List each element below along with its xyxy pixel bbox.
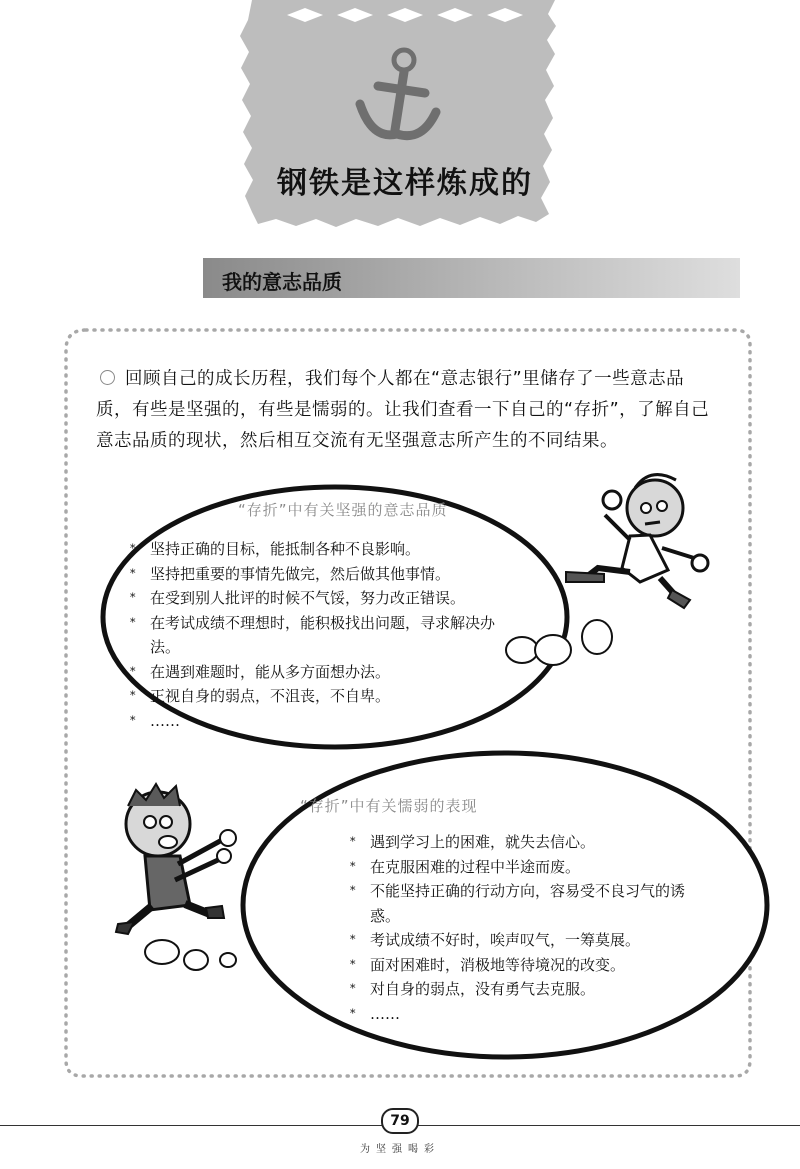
scared-boy-illustration xyxy=(116,784,236,934)
chapter-title: 钢铁是这样炼成的 xyxy=(277,166,533,201)
list-item: * 遇到学习上的困难，就失去信心。 xyxy=(350,830,690,855)
list-item: * 在考试成绩不理想时，能积极找出问题，寻求解决办法。 xyxy=(130,611,510,660)
weak-behaviors-list xyxy=(350,830,690,1026)
list-item: * …… xyxy=(130,709,510,734)
list-item: * 对自身的弱点，没有勇气去克服。 xyxy=(350,977,690,1002)
bullet-star-icon: * xyxy=(350,1006,356,1020)
footer-caption: 为坚强喝彩 xyxy=(360,1144,440,1155)
list-item: * 在遇到难题时，能从多方面想办法。 xyxy=(130,660,510,685)
strong-bubble-heading: “存折”中有关坚强的意志品质 xyxy=(238,501,448,519)
bullet-star-icon: * xyxy=(130,566,136,580)
list-item: * 坚持把重要的事情先做完，然后做其他事情。 xyxy=(130,562,510,587)
bullet-star-icon: * xyxy=(130,689,136,702)
bullet-star-icon: * xyxy=(350,957,356,971)
bullet-star-icon: * xyxy=(350,835,356,848)
page-number: 79 xyxy=(381,1108,419,1134)
list-item: * …… xyxy=(350,1002,690,1027)
bullet-star-icon: * xyxy=(130,713,136,727)
bullet-star-icon: * xyxy=(130,591,136,604)
determined-boy-illustration xyxy=(566,475,708,608)
list-item: * 坚持正确的目标，能抵制各种不良影响。 xyxy=(130,537,510,562)
intro-text: 回顾自己的成长历程，我们每个人都在“意志银行”里储存了一些意志品质，有些是坚强的，有些是懦弱的。让我们查看一下自己的“存折”，了解自己意志品质的现状，然后相互交流有无坚强意志所产生的不同结果。 xyxy=(96,369,710,451)
list-item: * 在受到别人批评的时候不气馁，努力改正错误。 xyxy=(130,586,510,611)
list-item: * 在克服困难的过程中半途而废。 xyxy=(350,855,690,880)
bullet-star-icon: * xyxy=(130,542,136,555)
list-item: * 面对困难时，消极地等待境况的改变。 xyxy=(350,953,690,978)
weak-bubble-heading: “存折”中有关懦弱的表现 xyxy=(300,797,478,815)
bullet-star-icon: * xyxy=(350,884,356,897)
list-item: * 正视自身的弱点，不沮丧，不自卑。 xyxy=(130,684,510,709)
bullet-star-icon: * xyxy=(350,933,356,946)
bullet-star-icon: * xyxy=(130,615,136,629)
bullet-star-icon: * xyxy=(350,982,356,995)
bullet-star-icon: * xyxy=(130,664,136,678)
list-item: * 不能坚持正确的行动方向，容易受不良习气的诱惑。 xyxy=(350,879,690,928)
bullet-star-icon: * xyxy=(350,859,356,873)
section-title: 我的意志品质 xyxy=(222,270,342,294)
list-item: * 考试成绩不好时，唉声叹气，一筹莫展。 xyxy=(350,928,690,953)
strong-qualities-list xyxy=(130,537,510,733)
